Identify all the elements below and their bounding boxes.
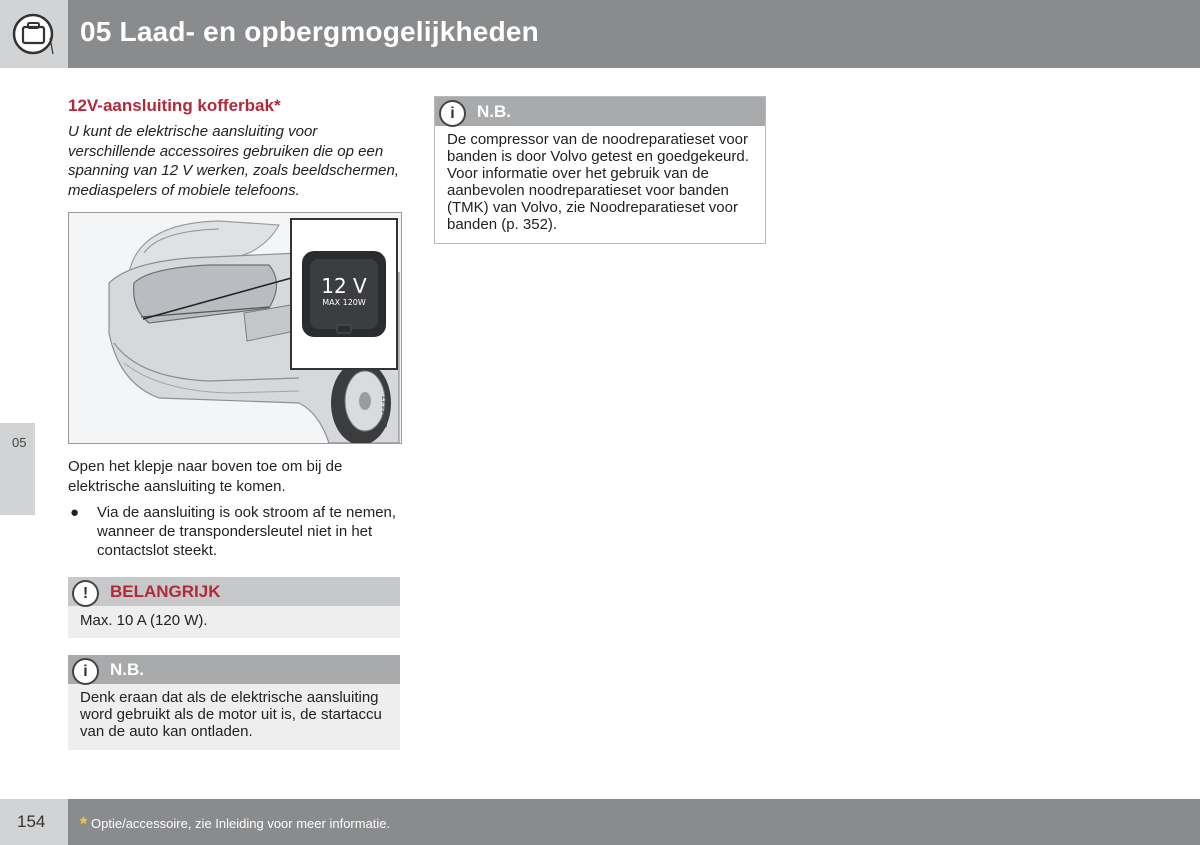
info-icon: i	[72, 658, 99, 685]
page-number-box	[0, 799, 68, 845]
note-box-right	[434, 96, 766, 244]
footnote-marker: *	[80, 814, 88, 834]
important-box-body: Max. 10 A (120 W).	[80, 612, 208, 629]
footnote-text: Optie/accessoire, zie Inleiding voor meer informatie.	[91, 816, 391, 831]
bullet-dot: ●	[70, 504, 80, 521]
note-box-left-title: N.B.	[110, 660, 144, 679]
info-icon: i	[439, 100, 466, 127]
page-header	[0, 0, 1200, 68]
intro-text: U kunt de elektrische aansluiting voor verschillende accessoires gebruiken die op een spanning van 12 V werken, zoals beeldschermen, mediaspelers of mobiele telefoons.	[68, 123, 400, 199]
note-box-right-header	[435, 97, 765, 126]
instruction-paragraph: Open het klepje naar boven toe om bij de elektrische aansluiting te komen.	[68, 458, 343, 495]
warning-icon: !	[72, 580, 99, 607]
important-box-header	[68, 577, 400, 606]
chapter-title: 05 Laad- en opbergmogelijkheden	[80, 16, 539, 47]
page-footer	[0, 799, 1200, 845]
page-number: 154	[17, 812, 46, 831]
luggage-icon	[0, 0, 68, 68]
socket-sublabel: MAX 120W	[322, 298, 366, 307]
note-box-left	[68, 655, 400, 750]
socket-label: 12 V	[321, 274, 367, 298]
note-box-right-body: De compressor van de noodreparatieset voor banden is door Volvo getest en goedgekeurd. Voor informatie over het gebruik van de aanbevolen noodreparatieset voor banden (TMK) van Volvo, zie Noodreparatieset voor banden (p. 352).	[447, 131, 749, 233]
chapter-side-tab	[0, 423, 35, 515]
important-box	[68, 577, 400, 638]
chapter-tab-label: 05	[12, 435, 27, 450]
note-box-left-header	[68, 655, 400, 684]
note-box-right-title: N.B.	[477, 102, 511, 121]
important-box-title: BELANGRIJK	[110, 582, 221, 601]
image-code: G045547	[381, 395, 389, 428]
footer-note	[80, 814, 390, 835]
note-box-left-body: Denk eraan dat als de elektrische aansluiting word gebruikt als de motor uit is, de startaccu van de auto kan ontladen.	[80, 689, 382, 740]
trunk-socket-illustration	[68, 212, 402, 444]
chapter-icon-box	[0, 0, 68, 68]
section-title: 12V-aansluiting kofferbak*	[68, 96, 281, 115]
bullet-text: Via de aansluiting is ook stroom af te nemen, wanneer de transpondersleutel niet in het contactslot steekt.	[97, 504, 397, 559]
